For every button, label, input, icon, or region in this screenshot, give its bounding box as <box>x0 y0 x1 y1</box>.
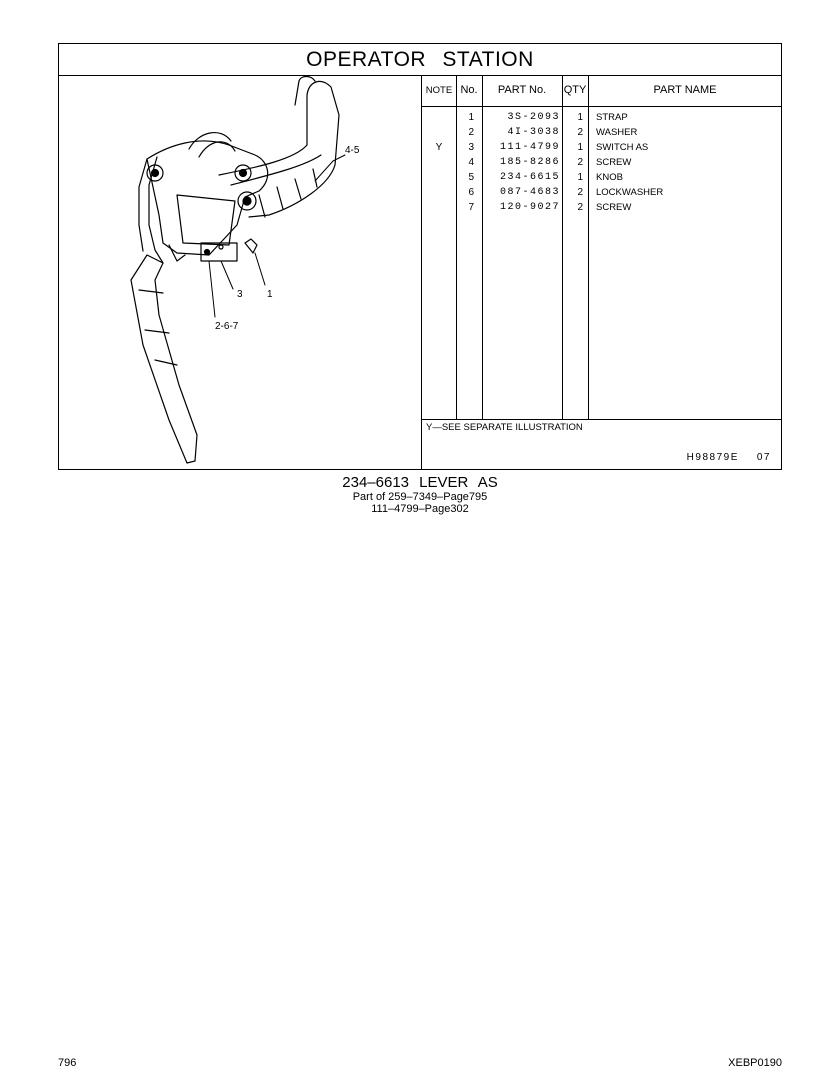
table-row: 7 120-9027 2 SCREW <box>468 202 632 213</box>
table-row: Y 3 111-4799 1 SWITCH AS <box>435 142 649 153</box>
illustration-code-rev: 07 <box>756 452 771 463</box>
header-note: NOTE <box>425 85 453 96</box>
callout-2-6-7: 2-6-7 <box>215 321 239 332</box>
header-part-name: PART NAME <box>653 84 717 96</box>
header-divider <box>422 106 781 107</box>
assembly-caption <box>0 474 840 515</box>
lever-handle <box>131 255 197 463</box>
callout-1: 1 <box>267 289 273 300</box>
document-id: XEBP0190 <box>728 1057 782 1069</box>
assembly-reference-1: Part of 259–7349–Page795 <box>352 491 488 503</box>
assembly-title: 234–6613 LEVER AS <box>342 474 498 491</box>
table-row: 6 087-4683 2 LOCKWASHER <box>468 187 664 198</box>
header-qty: QTY <box>563 84 587 96</box>
parts-table <box>421 75 781 469</box>
callout-3: 3 <box>237 289 243 300</box>
section-title: OPERATOR STATION <box>59 44 781 76</box>
lever-assembly-drawing <box>59 75 421 469</box>
illustration-code-id: H98879E <box>686 452 739 463</box>
lever-illustration <box>59 75 421 469</box>
parts-frame <box>58 43 782 470</box>
table-bottom-divider <box>422 419 781 420</box>
header-part-no: PART No. <box>497 84 547 96</box>
illustration-code <box>687 452 771 463</box>
knob <box>219 81 339 217</box>
callout-4-5: 4-5 <box>345 145 360 156</box>
table-row: 5 234-6615 1 KNOB <box>468 172 623 183</box>
header-no: No. <box>460 84 478 96</box>
assembly-reference-2: 111–4799–Page302 <box>371 503 469 515</box>
table-row: 2 4I-3038 2 WASHER <box>468 127 638 138</box>
table-row: 4 185-8286 2 SCREW <box>468 157 632 168</box>
footnote: Y—SEE SEPARATE ILLUSTRATION <box>426 422 583 433</box>
page-number: 796 <box>58 1057 77 1069</box>
table-row: 1 3S-2093 1 STRAP <box>468 112 628 123</box>
